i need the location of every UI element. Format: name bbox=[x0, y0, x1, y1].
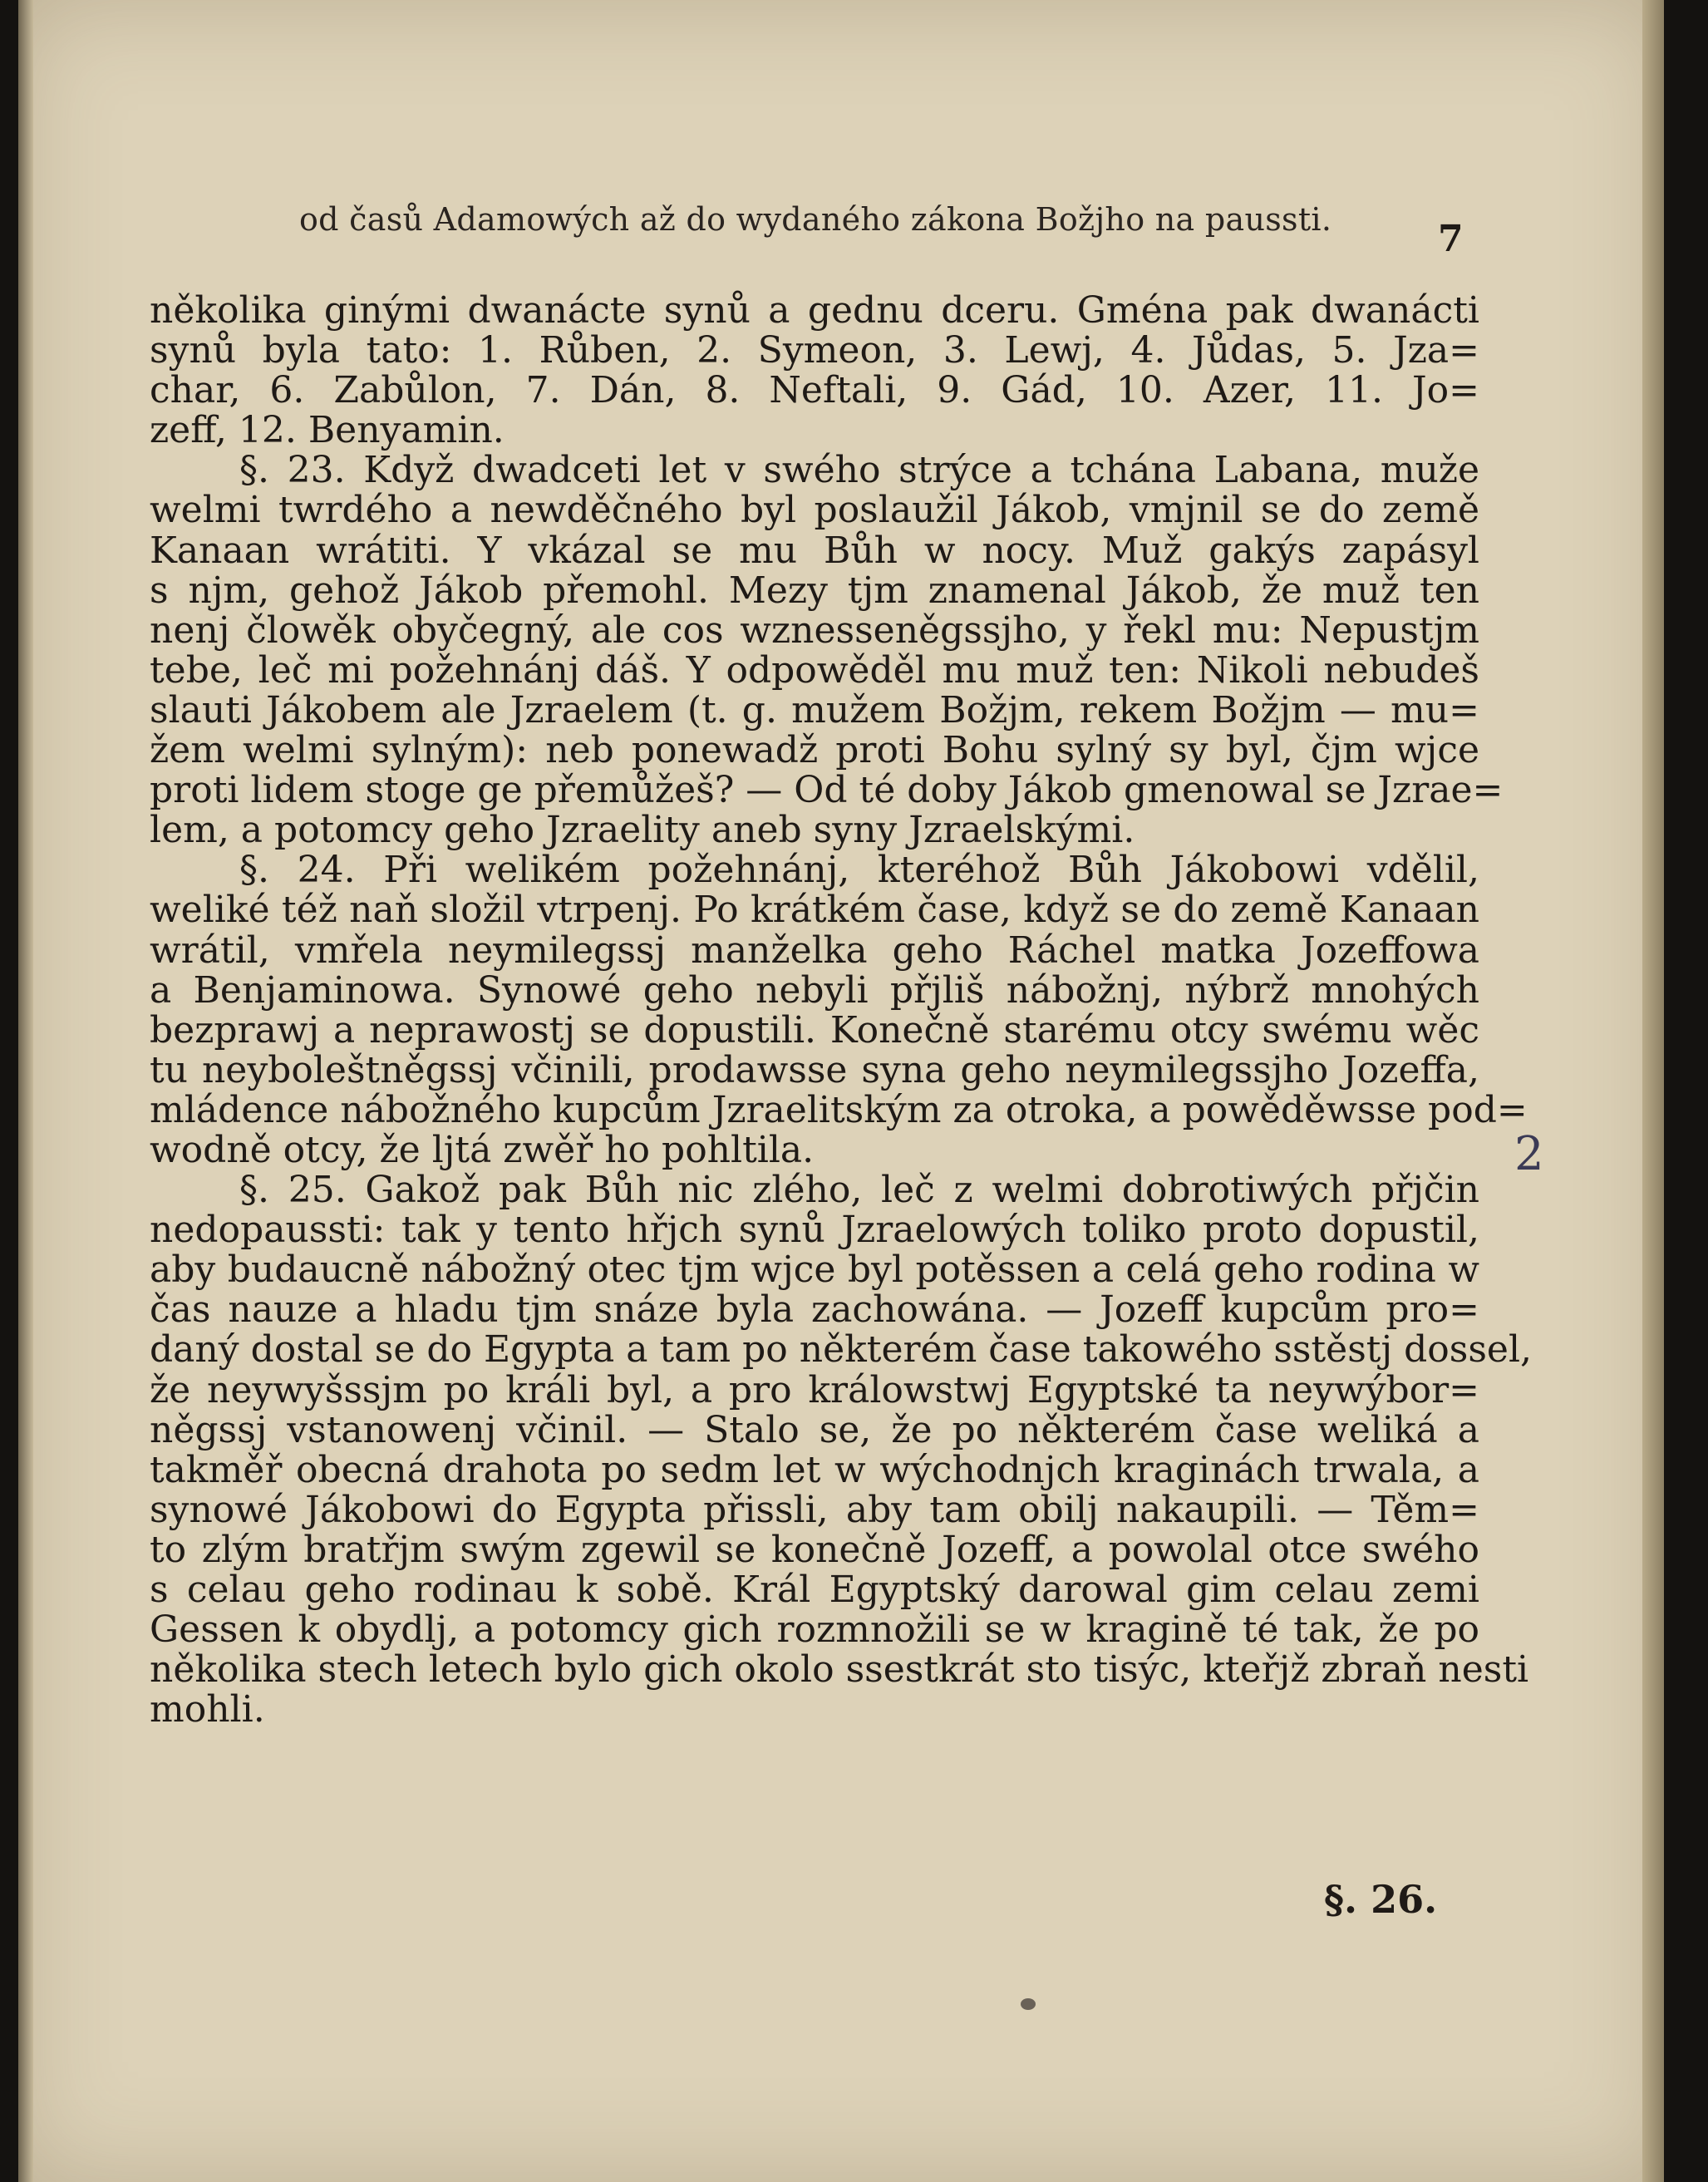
text-line: synů byla tato: 1. Růben, 2. Symeon, 3. Lewj, 4. Jůdas, 5. Jza= bbox=[150, 329, 1479, 372]
text-line: takměř obecná drahota po sedm let w wýchodnjch kraginách trwala, a bbox=[150, 1448, 1479, 1491]
running-header: od časů Adamowých až do wydaného zákona Božjho na paussti. bbox=[299, 201, 1332, 238]
text-line: že neywyšssjm po králi byl, a pro králowstwj Egyptské ta neywýbor= bbox=[150, 1368, 1479, 1411]
text-line: weliké též naň složil vtrpenj. Po krátkém čase, když se do země Kanaan bbox=[150, 889, 1479, 932]
text-line: tebe, leč mi požehnánj dáš. Y odpowěděl mu muž ten: Nikoli nebudeš bbox=[150, 648, 1479, 692]
text-line: slauti Jákobem ale Jzraelem (t. g. mužem Božjm, rekem Božjm — mu= bbox=[150, 688, 1479, 731]
text-line: žem welmi sylným): neb ponewadž proti Bohu sylný sy byl, čjm wjce bbox=[150, 729, 1479, 772]
margin-pencil-mark: 2 bbox=[1514, 1127, 1544, 1181]
body-text bbox=[150, 289, 1533, 1731]
text-line: čas nauze a hladu tjm snáze byla zachowána. — Jozeff kupcům pro= bbox=[150, 1288, 1479, 1332]
text-line: něgssj vstanowenj včinil. — Stalo se, že po některém čase weliká a bbox=[150, 1408, 1479, 1451]
text-line: §. 23. Když dwadceti let v swého strýce a tchána Labana, muže bbox=[239, 449, 1479, 492]
text-line: §. 25. Gakož pak Bůh nic zlého, leč z welmi dobrotiwých přjčin bbox=[239, 1169, 1479, 1212]
text-line: wrátil, vmřela neymilegssj manželka geho Ráchel matka Jozeffowa bbox=[150, 928, 1479, 972]
text-line: nedopaussti: tak y tento hřjch synů Jzraelowých toliko proto dopustil, bbox=[150, 1209, 1479, 1252]
page-edge-left bbox=[18, 0, 33, 2182]
catchword: §. 26. bbox=[1324, 1877, 1438, 1922]
text-line: s njm, gehož Jákob přemohl. Mezy tjm znamenal Jákob, že muž ten bbox=[150, 569, 1479, 612]
text-line: mohli. bbox=[150, 1688, 265, 1731]
text-line: tu neyboleštněgssj včinili, prodawsse syna geho neymilegssjho Jozeffa, bbox=[150, 1048, 1479, 1091]
text-line: lem, a potomcy geho Jzraelity aneb syny Jzraelskými. bbox=[150, 809, 1135, 852]
text-line: proti lidem stoge ge přemůžeš? — Od té doby Jákob gmenowal se Jzrae= bbox=[150, 769, 1504, 812]
text-line: nenj člowěk obyčegný, ale cos wznesseněgssjho, y řekl mu: Nepustjm bbox=[150, 608, 1479, 652]
text-line: několika stech letech bylo gich okolo ssestkrát sto tisýc, kteřjž zbraň nesti bbox=[150, 1648, 1529, 1692]
ink-smudge bbox=[1021, 1998, 1036, 2010]
text-line: wodně otcy, že ljtá zwěř ho pohltila. bbox=[150, 1128, 815, 1171]
text-line: §. 24. Při welikém požehnánj, kteréhož Bůh Jákobowi vdělil, bbox=[239, 849, 1479, 892]
text-line: daný dostal se do Egypta a tam po některém čase takowého sstěstj dossel, bbox=[150, 1328, 1533, 1372]
page-edge-right bbox=[1642, 0, 1664, 2182]
text-line: synowé Jákobowi do Egypta přissli, aby tam obilj nakaupili. — Těm= bbox=[150, 1488, 1479, 1531]
text-line: několika ginými dwanácte synů a gednu dceru. Gména pak dwanácti bbox=[150, 289, 1479, 332]
text-line: Gessen k obydlj, a potomcy gich rozmnožili se w kragině té tak, že po bbox=[150, 1608, 1479, 1652]
text-line: aby budaucně nábožný otec tjm wjce byl potěssen a celá geho rodina w bbox=[150, 1249, 1479, 1292]
text-line: Kanaan wrátiti. Y vkázal se mu Bůh w nocy. Muž gakýs zapásyl bbox=[150, 529, 1479, 572]
text-line: bezprawj a neprawostj se dopustili. Konečně starému otcy swému wěc bbox=[150, 1008, 1479, 1052]
text-line: zeff, 12. Benyamin. bbox=[150, 409, 505, 452]
page-number: 7 bbox=[1438, 218, 1464, 260]
text-line: to zlým bratřjm swým zgewil se konečně Jozeff, a powolal otce swého bbox=[150, 1528, 1479, 1571]
text-line: char, 6. Zabůlon, 7. Dán, 8. Neftali, 9. Gád, 10. Azer, 11. Jo= bbox=[150, 369, 1479, 412]
text-line: welmi twrdého a newděčného byl poslaužil Jákob, vmjnil se do země bbox=[150, 489, 1479, 532]
text-line: s celau geho rodinau k sobě. Král Egyptský darowal gim celau zemi bbox=[150, 1569, 1479, 1611]
text-line: a Benjaminowa. Synowé geho nebyli přjliš nábožnj, nýbrž mnohých bbox=[150, 968, 1479, 1012]
text-line: mládence nábožného kupcům Jzraelitským za otroka, a powěděwsse pod= bbox=[150, 1088, 1528, 1131]
